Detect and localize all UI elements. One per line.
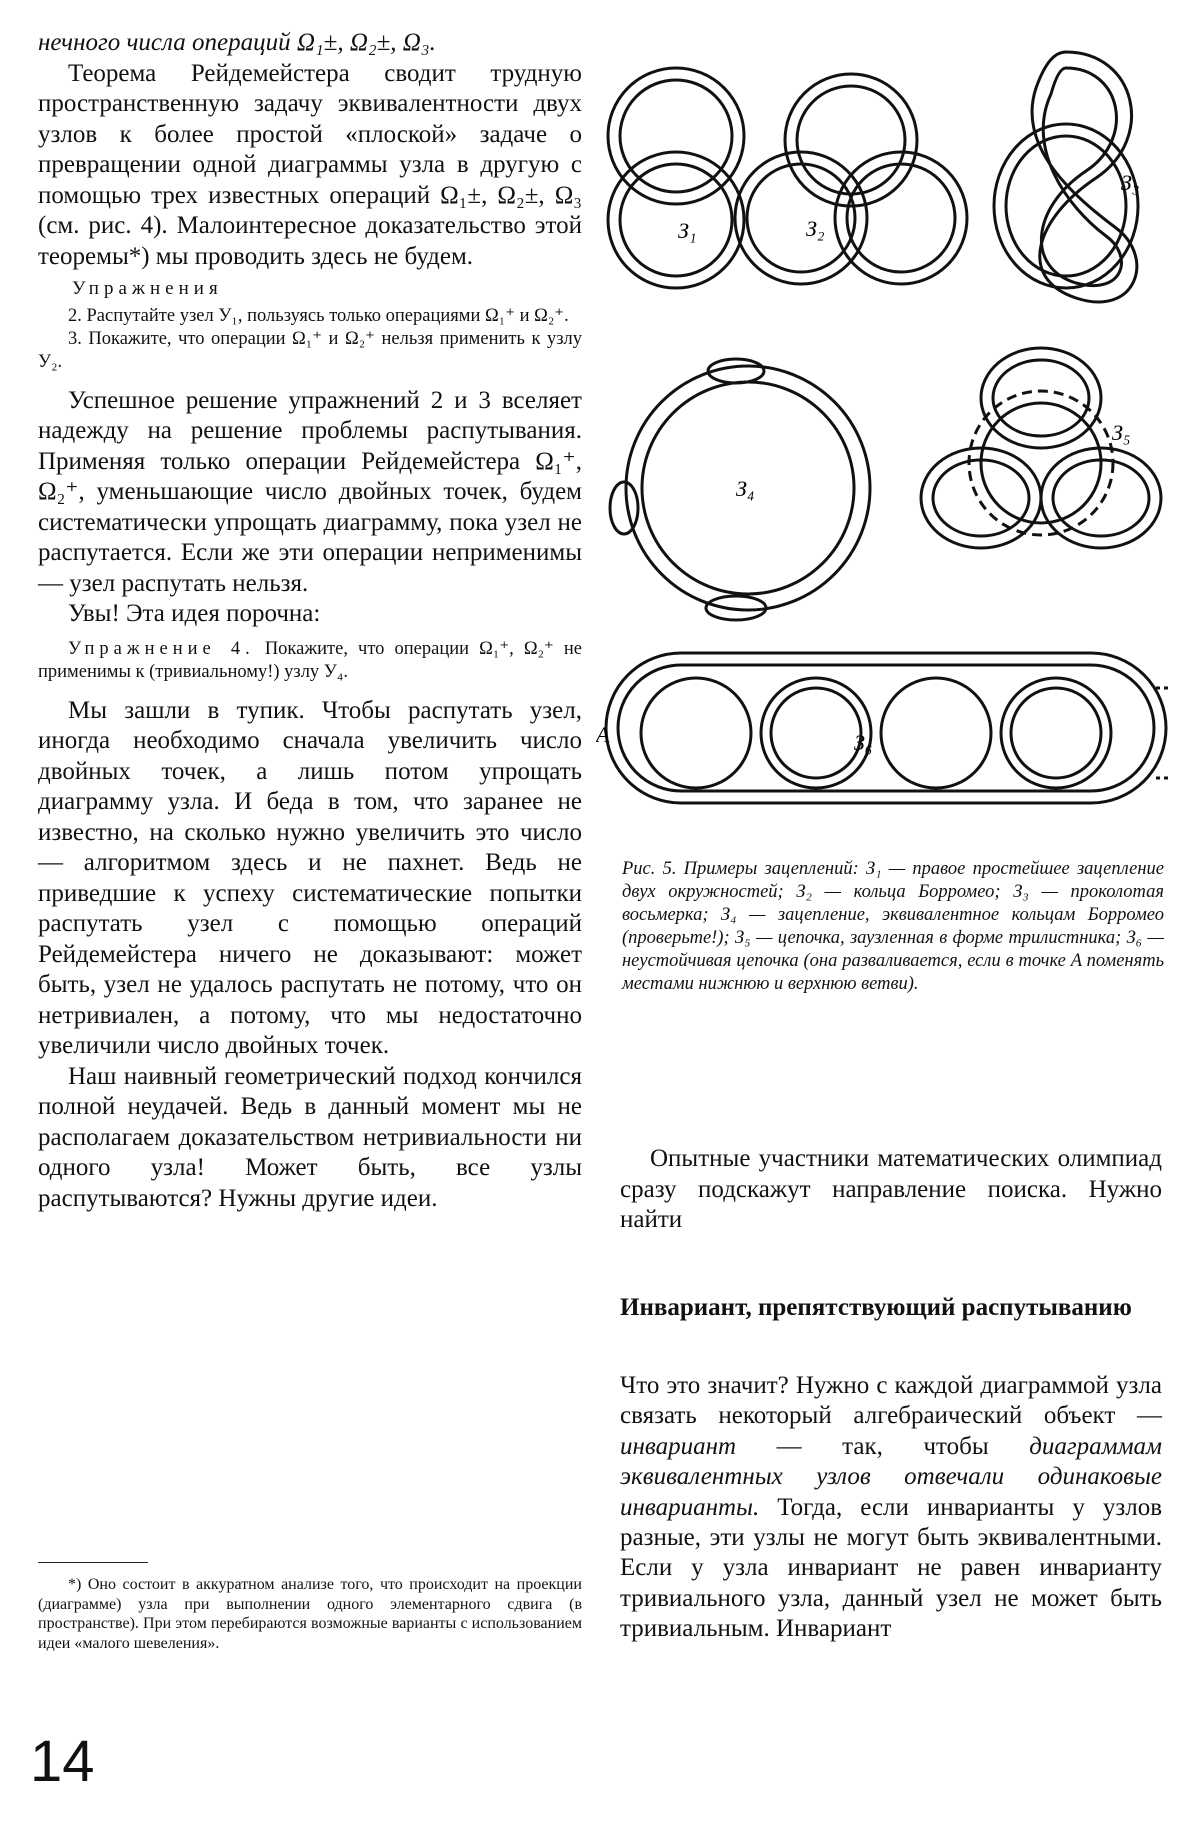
footnote-divider	[38, 1562, 148, 1563]
label-z5: З₅	[1112, 420, 1131, 445]
label-z4: З₄	[736, 476, 755, 501]
label-z2: З₂	[806, 216, 825, 241]
paragraph-dead-end: Мы зашли в тупик. Чтобы распутать узел, иногда необходимо сначала увеличить число двойных точек, а лишь потом упрощать диаграмму узла. И беда в том, что заранее не известно, на сколько нужно увеличить это число — алгоритмом здесь и не пахнет. Ведь не приведшие к успеху систематические попытки распутать узел с помощью операций Рейдемейстера ничего не доказывают: может быть, узел не удалось распутать не потому, что он нетривиален, а потому, что мы недостаточно увеличили число двойных точек.	[38, 696, 582, 1059]
invariant-text-c: — так, чтобы	[736, 1432, 1030, 1460]
exercise-4-label: Упражнение 4.	[68, 638, 255, 659]
exercise-4-text: Покажите, что операции Ω₁⁺, Ω₂⁺ не применимы к (тривиальному!) узлу У₄.	[38, 638, 582, 682]
label-z6: З₆	[854, 730, 873, 755]
invariant-term: инвариант	[620, 1432, 737, 1460]
section-heading: Инвариант, препятствующий распутыванию	[620, 1294, 1132, 1321]
paragraph-alas: Увы! Эта идея порочна:	[68, 600, 321, 627]
invariant-text-a: Что это значит? Нужно с каждой диаграммой узла связать некоторый алгебраический объект —	[620, 1372, 1162, 1430]
invariant-text-e: Тогда, если инварианты у узлов разные, эти узлы не могут быть эквивалентными. Если у узла инвариант не равен инварианту тривиального узла, данный узел не может быть тривиальным. Инвариант	[620, 1493, 1162, 1643]
paragraph-invariant	[620, 1371, 1162, 1645]
figure-5-links	[596, 28, 1176, 856]
label-z3: З₃	[1121, 170, 1140, 195]
figure-caption: Рис. 5. Примеры зацеплений: З₁ — правое простейшее зацепление двух окружностей; З₂ — кольца Борромео; З₃ — проколотая восьмерка; З₄ — зацепление, эквивалентное кольцам Борромео (проверьте!); З₅ — цепочка, заузленная в форме трилистника; З₆ — неустойчивая цепочка (она разваливается, если в точке A поменять местами нижнюю и верхнюю ветви).	[622, 859, 1164, 994]
footnote: *) Оно состоит в аккуратном анализе того, что происходит на проекции (диаграмме) узла при выполнении одного элементарного сдвига (в пространстве). При этом перебираются возможные варианты с использованием идеи «малого шевеления».	[38, 1576, 582, 1652]
invariant-definition: диаграммам эквивалентных узлов отвечали одинаковые инварианты.	[620, 1432, 1162, 1521]
paragraph-reidemeister-theorem: Теорема Рейдемейстера сводит трудную пространственную задачу эквивалентности двух узлов к более простой «плоской» задаче о превращении одной диаграммы узла в другую с помощью трех известных операций Ω₁±, Ω₂±, Ω₃ (см. рис. 4). Малоинтересное доказательство этой теоремы*) мы проводить здесь не будем.	[38, 59, 582, 270]
page-number: 14	[30, 1729, 95, 1794]
paragraph-continuation: нечного числа операций Ω₁±, Ω₂±, Ω₃.	[38, 29, 436, 56]
link-z6-diagram	[606, 653, 1171, 803]
right-column-intro	[620, 1144, 1162, 1236]
paragraph-hope: Успешное решение упражнений 2 и 3 вселяет надежду на решение проблемы распутывания. Применяя только операции Рейдемейстера Ω₁⁺, Ω₂⁺, уменьшающие число двойных точек, будем систематически упрощать диаграмму, пока узел не распутается. Если же эти операции неприменимы — узел распутать нельзя.	[38, 386, 582, 597]
paragraph-olympiad: Опытные участники математических олимпиад сразу подскажут направление поиска. Нужно найти	[620, 1145, 1162, 1233]
link-z5-diagram	[921, 348, 1161, 548]
label-point-a: A	[596, 722, 610, 747]
paragraph-naive-approach: Наш наивный геометрический подход кончился полной неудачей. Ведь в данный момент мы не располагаем доказательством нетривиальности ни одного узла! Может быть, все узлы распутываются? Нужны другие идеи.	[38, 1062, 582, 1212]
link-z1-diagram	[608, 68, 744, 288]
link-z2-diagram	[735, 74, 967, 284]
left-column	[38, 28, 582, 1214]
exercise-3: 3. Покажите, что операции Ω₁⁺ и Ω₂⁺ нельзя применить к узлу У₂.	[38, 328, 582, 372]
right-column-invariant	[620, 1371, 1162, 1645]
exercises-heading: Упражнения	[72, 278, 223, 299]
exercise-2: 2. Распутайте узел У₁, пользуясь только операциями Ω₁⁺ и Ω₂⁺.	[68, 305, 569, 326]
link-z3-diagram	[994, 52, 1138, 302]
exercise-4	[38, 638, 582, 684]
label-z1: З₁	[678, 218, 697, 243]
